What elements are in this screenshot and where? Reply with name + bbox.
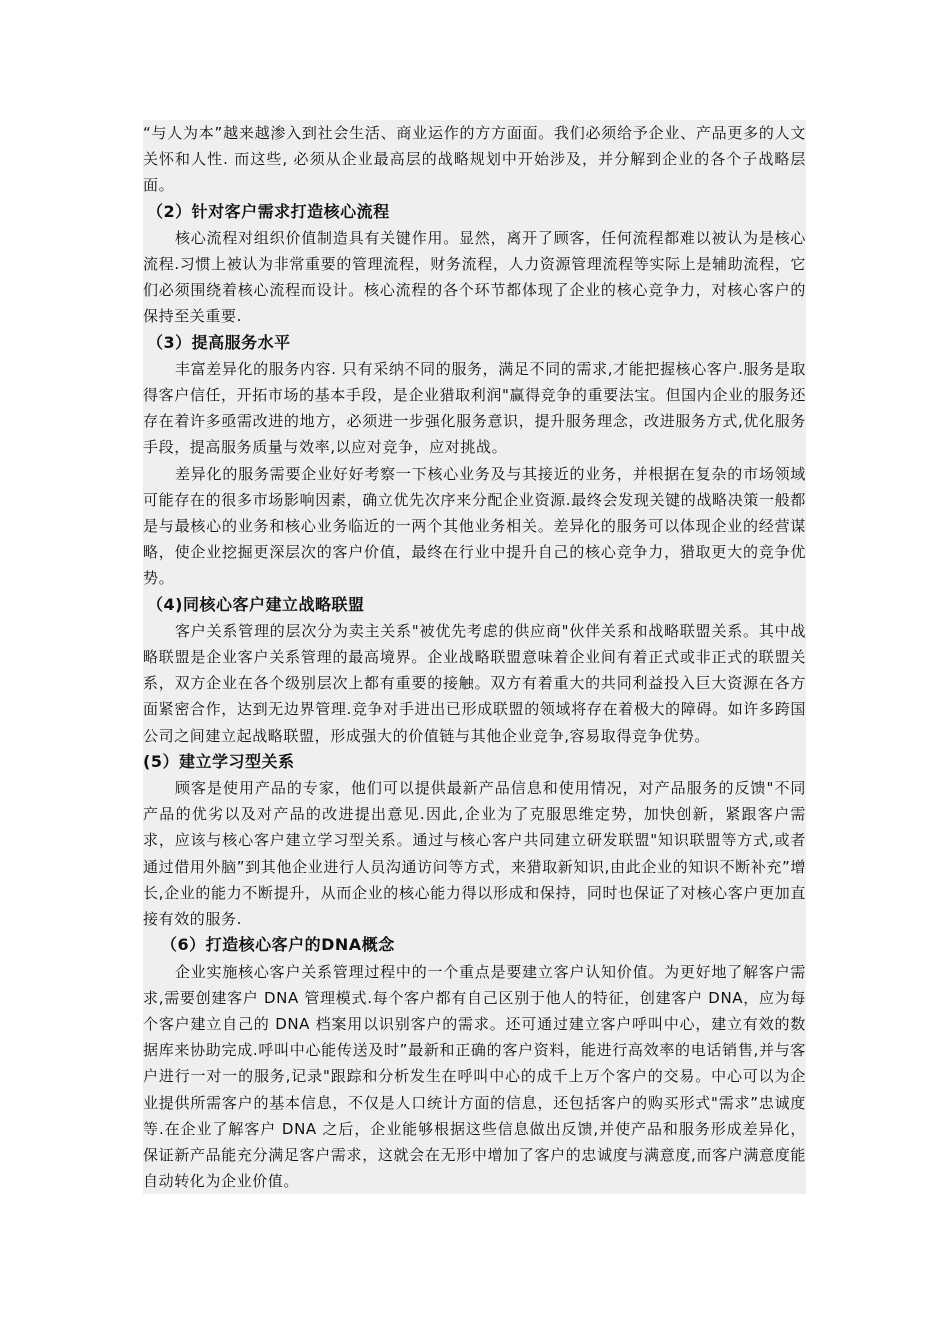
- paragraph-learning-relationship: 顾客是使用产品的专家，他们可以提供最新产品信息和使用情况，对产品服务的反馈"不同产品的优劣以及对产品的改进提出意见.因此,企业为了克服思维定势，加快创新，紧跟客户需求，应该与核心客户建立学习型关系。通过与核心客户共同建立研发联盟"知识联盟等方式,或者通过借用外脑”到其他企业进行人员沟通访问等方式，来猎取新知识,由此企业的知识不断补充”增长,企业的能力不断提升，从而企业的核心能力得以形成和保持，同时也保证了对核心客户更加直接有效的服务.: [143, 779, 806, 929]
- paragraph-customer-dna: 企业实施核心客户关系管理过程中的一个重点是要建立客户认知价值。为更好地了解客户需求,需要创建客户 DNA 管理模式.每个客户都有自己区别于他人的特征，创建客户 DNA，应为每个客户建立自己的 DNA 档案用以识别客户的需求。还可通过建立客户呼叫中心，建立有效的数据库来协助完成.呼叫中心能传送及时”最新和正确的客户资料，能进行高效率的电话销售,并与客户进行一对一的服务,记录"跟踪和分析发生在呼叫中心的成千上万个客户的交易。中心可以为企业提供所需客户的基本信息，不仅是人口统计方面的信息，还包括客户的购买形式"需求”忠诚度等.在企业了解客户 DNA 之后，企业能够根据这些信息做出反馈,并使产品和服务形成差异化，保证新产品能充分满足客户需求，这就会在无形中增加了客户的忠诚度与满意度,而客户满意度能自动转化为企业价值。: [143, 962, 806, 1191]
- paragraph-intro: “与人为本”越来越渗入到社会生活、商业运作的方方面面。我们必须给予企业、产品更多的人文关怀和人性. 而这些, 必须从企业最高层的战略规划中开始涉及，并分解到企业的各个子战略层面。: [143, 124, 806, 195]
- paragraph-core-process: 核心流程对组织价值制造具有关键作用。显然，离开了顾客，任何流程都难以被认为是核心流程.习惯上被认为非常重要的管理流程，财务流程，人力资源管理流程等实际上是辅助流程，它们必须围绕着核心流程而设计。核心流程的各个环节都体现了企业的核心竞争力，对核心客户的保持至关重要.: [143, 228, 806, 326]
- heading-learning-relationship: (5）建立学习型关系: [143, 751, 295, 771]
- heading-customer-dna: （6）打造核心客户的DNA概念: [161, 935, 395, 955]
- document-body: [143, 120, 806, 1194]
- heading-strategic-alliance: （4)同核心客户建立战略联盟: [147, 594, 365, 614]
- paragraph-service-content: 丰富差异化的服务内容. 只有采纳不同的服务，满足不同的需求,才能把握核心客户.服务是取得客户信任，开拓市场的基本手段，是企业猎取利润"赢得竞争的重要法宝。但国内企业的服务还存在着许多亟需改进的地方，必须进一步强化服务意识，提升服务理念，改进服务方式,优化服务手段，提高服务质量与效率,以应对竞争，应对挑战。: [143, 359, 806, 457]
- paragraph-service-strategy: 差异化的服务需要企业好好考察一下核心业务及与其接近的业务，并根据在复杂的市场领域可能存在的很多市场影响因素，确立优先次序来分配企业资源.最终会发现关键的战略决策一般都是与最核心的业务和核心业务临近的一两个其他业务相关。差异化的服务可以体现企业的经营谋略，使企业挖掘更深层次的客户价值，最终在行业中提升自己的核心竞争力，猎取更大的竞争优势。: [143, 464, 806, 588]
- paragraph-strategic-alliance: 客户关系管理的层次分为卖主关系"被优先考虑的供应商"伙伴关系和战略联盟关系。其中战略联盟是企业客户关系管理的最高境界。企业战略联盟意味着企业间有着正式或非正式的联盟关系，双方企业在各个级别层次上都有重要的接触。双方有着重大的共同利益投入巨大资源在各方面紧密合作，达到无边界管理.竞争对手进出已形成联盟的领域将存在着极大的障碍。如许多跨国公司之间建立起战略联盟，形成强大的价值链与其他企业竞争,容易取得竞争优势。: [143, 621, 806, 745]
- heading-core-process: （2）针对客户需求打造核心流程: [147, 201, 390, 221]
- heading-service-level: （3）提高服务水平: [147, 332, 291, 352]
